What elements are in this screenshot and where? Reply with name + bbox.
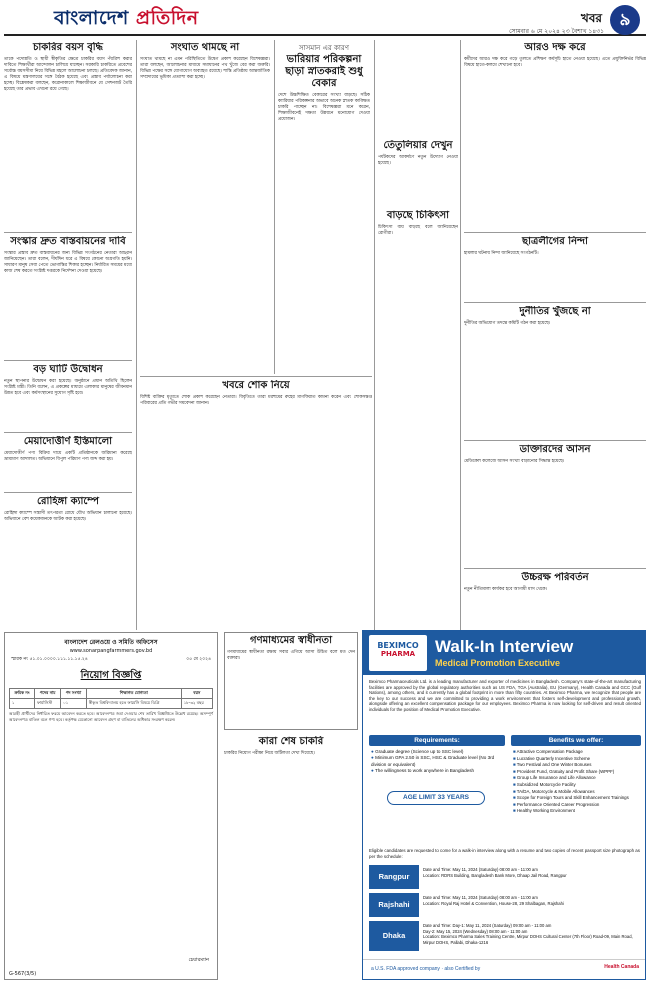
story-headline: তেঁতুলিয়ার দেখুন — [383, 140, 453, 151]
notice-organization: বাংলাদেশ রেলওয়ে ও সমিতি অফিসেস — [64, 639, 158, 646]
story-body: কর্মীদের আরও দক্ষ করে গড়ে তুলতে প্রশিক্ষণ কর্মসূচি হাতে নেওয়া হয়েছে। এতে প্রযুক্তিনির্ভর বিভিন্ন বিষয়ে হাতে-কলমে শেখানো হবে। — [464, 57, 646, 68]
story-13 — [464, 572, 646, 626]
column-divider — [460, 40, 461, 630]
story-15 — [378, 210, 458, 620]
story-16-box — [224, 632, 358, 730]
age-limit-badge: AGE LIMIT 33 YEARS — [387, 791, 485, 805]
logo-word-top: BEXIMCO — [377, 641, 419, 650]
story-divider — [464, 232, 646, 233]
story-5 — [4, 496, 132, 626]
benefit-item: ■ TA/DA, Motorcycle & Mobile Allowances — [513, 789, 641, 796]
benefit-item: ■ Subsidized Motorcycle Facility — [513, 782, 641, 789]
job-notice — [4, 632, 218, 980]
story-11 — [464, 306, 646, 436]
requirements-heading: Requirements: — [369, 735, 505, 746]
story-6 — [140, 42, 270, 372]
story-body: রোহিঙ্গা ক্যাম্পে সন্ত্রাসী তৎপরতা রোধে যৌথ অভিযান চালানো হয়েছে। অভিযানে বেশ কয়েকজনকে আটক করা হয়েছে। — [4, 511, 132, 522]
story-divider — [4, 492, 132, 493]
logo-text-right: প্রতিদিন — [135, 7, 199, 29]
venue-city: Rajshahi — [369, 893, 419, 917]
dateline: সোমবার ৬ মে ২০২৪ ২৩ বৈশাখ ১৪৩১ — [509, 28, 604, 35]
venue-location: Location: Beximco Pharma Sales Training Centre, Mirpur DOHS Cultural Center (7th Floor) Road-09, Main Road, Mirpur DOHS, Pallabi, Dhaka-1216 — [423, 934, 633, 945]
beximco-walk-in-ad — [362, 630, 646, 980]
newspaper-logo — [54, 4, 199, 36]
notice-code: G-567(3/5) — [9, 971, 37, 977]
notice-ref: স্মারক নং ৫১.০১.০০০০.১১১.১১.১৫.২৪ — [11, 657, 88, 662]
requirement-item: ● Graduate degree (Science up to SSC level) — [371, 749, 505, 755]
story-body: মেয়াদোত্তীর্ণ পণ্য বিক্রির দায়ে একটি প্রতিষ্ঠানকে জরিমানা করেছে ভ্রাম্যমাণ আদালত। অভিযানে বিপুল পরিমাণ পণ্য জব্দ করা হয়। — [4, 451, 132, 462]
ad-header-band — [363, 631, 646, 675]
story-divider — [464, 568, 646, 569]
logo-text-left: বাংলাদেশ — [54, 7, 136, 29]
notice-website: www.sonarpangfarmmers.gov.bd — [69, 648, 153, 654]
column-divider — [274, 40, 275, 374]
story-body: নতুন স্থাপনার উদ্বোধন করা হয়েছে। অনুষ্ঠানে প্রধান অতিথি ছিলেন সংশ্লিষ্ট মন্ত্রী। তিনি বলেন, এ প্রকল্পের মাধ্যমে এলাকার মানুষের জীবনমান উন্নত হবে এবং কর্মসংস্থানের সুযোগ সৃষ্টি হবে। — [4, 379, 132, 396]
story-14 — [140, 380, 372, 530]
story-12 — [464, 444, 646, 564]
table-cell: ১৮-৩২ বছর — [181, 699, 212, 709]
story-body: তাকে পদোন্নতি ও স্থায়ী স্বীকৃতির ক্ষেত্রে চাকরির বয়স পঁয়ত্রিশ করার দাবিতে শিক্ষার্থীরা আন্দোলন চালিয়ে যাচ্ছেন। সরকারি চাকরিতে প্রবেশের সর্বোচ্চ বয়সসীমা নিয়ে বিভিন্ন মহলে আলোচনা চলছে। প্রতিবেদক জানান, এ বিষয়ে মন্ত্রণালয়ের সঙ্গে বৈঠক হয়েছে এবং প্রস্তাব পর্যালোচনা করা হচ্ছে। বিশ্লেষকরা বলছেন, করোনাকালে শিক্ষাজীবনে যে সেশনজট তৈরি হয়েছে তার প্রভাব এখনো রয়ে গেছে। — [4, 57, 132, 92]
health-canada-logo: Health Canada — [604, 964, 639, 970]
venue-location: Location: RDRS Building, Bangladesh Bank More, Dhaap Jail Road, Rangpur — [423, 872, 567, 878]
venue-rajshahi — [369, 893, 641, 917]
story-8 — [464, 42, 646, 162]
benefit-item: ■ Scope for Foreign Tours and Skill Enhancement Trainings — [513, 795, 641, 802]
story-headline: ডাক্তারদের আসন — [519, 444, 591, 455]
story-body: হামলার ঘটনায় নিন্দা জানিয়েছে সংগঠনটি। — [464, 251, 539, 256]
masthead — [4, 4, 646, 36]
benefits-list — [513, 749, 641, 815]
story-body: সংঘাত থামছে না এমন পরিস্থিতিতে উদ্বেগ প্রকাশ করেছেন বিশেষজ্ঞরা। তারা বলছেন, আলোচনার মাধ্যমে সমাধানের পথ খুঁজে বের করা জরুরি। বিভিন্ন পক্ষের সঙ্গে যোগাযোগ অব্যাহত রয়েছে। শান্তি প্রতিষ্ঠায় আন্তর্জাতিক সম্প্রদায়ের ভূমিকা প্রত্যাশা করা হচ্ছে। — [140, 57, 270, 80]
story-body: দেশে উচ্চশিক্ষিত বেকারের সংখ্যা বাড়ছে। সঠিক ক্যারিয়ার পরিকল্পনার অভাবে অনেক স্নাতক কাঙ্ক্ষিত চাকরি পাচ্ছেন না। বিশেষজ্ঞরা মনে করেন, শিক্ষাজীবনেই দক্ষতা উন্নয়নে মনোযোগ দেওয়া প্রয়োজন। — [278, 93, 370, 122]
table-cell: ০১ — [61, 699, 87, 709]
story-headline: ছাত্রলীগের নিন্দা — [522, 236, 588, 247]
venue-info — [423, 895, 641, 906]
page-number-badge: ৯ — [610, 5, 640, 35]
story-body: পর্যটকদের আকর্ষণে নতুন উদ্যোগ নেওয়া হয়েছে। — [378, 155, 458, 166]
logo-word-bottom: PHARMA — [380, 650, 416, 658]
story-3 — [4, 364, 132, 430]
story-1 — [4, 42, 132, 230]
venue-date-2: Day-2: May 15, 2024 (Wednesday) 08:00 am - 11:00 am — [423, 928, 528, 934]
table-cell: ১ — [10, 699, 35, 709]
table-header: পদ সংখ্যা — [61, 689, 87, 699]
story-2 — [4, 236, 132, 356]
story-body: সংস্কার প্রস্তাব দ্রুত বাস্তবায়নের জন্য বিভিন্ন সংগঠনের নেতারা আহ্বান জানিয়েছেন। তারা বলেন, দীর্ঘদিন ধরে এ বিষয়ে কোনো অগ্রগতি হয়নি। সাধারণ মানুষ সেবা পেতে ভোগান্তির শিকার হচ্ছেন। নির্ধারিত সময়ের মধ্যে কাজ শেষ করতে সংশ্লিষ্ট দপ্তরকে নির্দেশনা দেওয়া হয়েছে। — [4, 251, 132, 274]
beximco-logo — [369, 635, 427, 671]
requirement-item: ● Minimum GPA 2.50 in SSC, HSC & Graduate level (No 3rd division or equivalent) — [371, 755, 505, 768]
ad-title: Walk-In Interview — [435, 637, 574, 656]
story-body: চিকিৎসা ব্যয় বাড়ছে বলে জানিয়েছেন রোগীরা। — [378, 225, 458, 236]
table-header: বয়স — [181, 689, 212, 699]
venue-dhaka — [369, 921, 641, 951]
story-body: দুর্নীতির অভিযোগ তদন্তে কমিটি গঠন করা হয়েছে। — [464, 321, 551, 326]
story-headline: চাকরির বয়স বৃদ্ধি — [33, 42, 103, 53]
table-row — [10, 699, 213, 709]
story-divider — [464, 440, 646, 441]
story-headline: খবরে শোক নিয়ে — [222, 380, 290, 391]
story-headline: মেয়াদোত্তীর্ণ ইস্তিমালো — [23, 436, 113, 447]
story-divider — [464, 302, 646, 303]
story-headline: গণমাধ্যমের স্বাধীনতা — [250, 635, 332, 646]
story-body: চাকরির নিয়োগ পরীক্ষা নিয়ে জটিলতা দেখা দিয়েছে। — [224, 751, 315, 756]
section-label: খবর — [580, 11, 602, 25]
venue-location: Location: Royal Raj Hotel & Convention, House-28, 29 Shalbagan, Rajshahi — [423, 900, 564, 906]
requirements-list — [371, 749, 505, 775]
story-headline: বড় ঘাটি উদ্বোধন — [33, 364, 103, 375]
story-body: বিশিষ্ট ব্যক্তির মৃত্যুতে শোক প্রকাশ করেছেন নেতারা। বিবৃতিতে তারা মরহুমের রুহের মাগফিরাত কামনা করেন এবং শোকসন্তপ্ত পরিবারের প্রতি গভীর সমবেদনা জানান। — [140, 395, 372, 406]
notice-signature: চেয়ারম্যান — [188, 957, 209, 963]
benefit-item: ■ Attractive Compensation Package — [513, 749, 641, 756]
story-headline: আরও দক্ষ করে — [524, 42, 586, 53]
story-headline: সংঘাত থামছে না — [170, 42, 240, 53]
notice-date: ০৫ মে ২০২৪ — [186, 657, 211, 662]
benefit-item: ■ Group Life Insurance and Life Allowance — [513, 775, 641, 782]
venue-date: Date and Time: May 11, 2024 (Saturday) 08:00 am - 11:00 am — [423, 895, 538, 900]
venue-date: Date and Time: May 11, 2024 (Saturday) 08:00 am - 11:00 am — [423, 867, 538, 872]
table-header: ক্রমিক নং — [10, 689, 35, 699]
ad-subtitle: Medical Promotion Executive — [435, 658, 561, 668]
story-headline: সংস্কার দ্রুত বাস্তবায়নের দাবি — [10, 236, 126, 247]
column-divider — [136, 40, 137, 630]
venue-info — [423, 867, 641, 878]
table-header-row — [10, 689, 213, 699]
benefit-item: ■ Performance Oriented Career Progression — [513, 802, 641, 809]
story-7 — [278, 42, 370, 372]
ad-intro: Beximco Pharmaceuticals Ltd. is a leading manufacturer and exporter of medicines in Bangladesh. Company's state-of-the-art manufacturing facilities are approved by the global regulatory authorities such as US FDA, TGA (Australia), EU (Germany), Health Canada and GCC (Gulf Nations), among others, and it currently has a global footprint in more than fifty countries. At Beximco Pharma, we recognize that people are the key to our success and we are committed to providing a work environment that fosters self-development and professional growth, alongside offering an excellent compensation package for our employees. Beximco Pharma is now looking for self-driven and result oriented individuals for the position of Medical Promotion Executive. — [369, 679, 641, 712]
table-cell: ফার্মাসিস্ট — [35, 699, 61, 709]
notice-table — [9, 688, 213, 709]
table-header: শিক্ষাগত যোগ্যতা — [86, 689, 181, 699]
venue-city: Rangpur — [369, 865, 419, 889]
ad-footer — [363, 959, 646, 979]
story-headline: রোহিঙ্গা ক্যাম্পে — [37, 496, 99, 507]
venue-city: Dhaka — [369, 921, 419, 951]
notice-title: নিয়োগ বিজ্ঞপ্তি — [80, 670, 142, 681]
venue-rangpur — [369, 865, 641, 889]
column-divider — [374, 40, 375, 630]
benefit-item: ■ Lucrative Quarterly Incentive Scheme — [513, 756, 641, 763]
notice-ref-row — [5, 654, 217, 665]
story-4 — [4, 436, 132, 490]
benefits-heading: Benefits we offer: — [511, 735, 641, 746]
table-cell: স্বীকৃত বিশ্ববিদ্যালয় হতে ফার্মেসি বিষয়ে ডিগ্রি — [86, 699, 181, 709]
story-headline: কারা শেষ চাকরি — [258, 736, 324, 747]
story-divider — [4, 360, 132, 361]
story-9 — [378, 140, 458, 200]
benefit-item: ■ Two Festival and One Winter Bonuses — [513, 762, 641, 769]
story-divider — [140, 376, 372, 377]
story-body: গণমাধ্যমের স্বাধীনতা রক্ষায় সবার এগিয়ে আসা উচিত বলে মত দেন বক্তারা। — [227, 650, 355, 661]
requirement-item: ● The willingness to work anywhere in Bangladesh — [371, 768, 505, 774]
story-10 — [464, 236, 646, 296]
venue-info — [423, 923, 641, 945]
story-body: মেডিকেল কলেজে আসন সংখ্যা বাড়ানোর সিদ্ধান্ত হয়েছে। — [464, 459, 565, 464]
story-headline: বাড়ছে চিকিৎসা — [386, 210, 450, 221]
notice-terms: আগ্রহী প্রার্থীদের নির্ধারিত ফরমে আবেদন করতে হবে। আবেদনপত্র জমা দেওয়ার শেষ তারিখ বিজ্ঞপ্তিতে উল্লেখ রয়েছে। অসম্পূর্ণ আবেদনপত্র বাতিল বলে গণ্য হবে। কর্তৃপক্ষ যেকোনো আবেদন গ্রহণ বা বাতিলের অধিকার সংরক্ষণ করেন। — [9, 711, 213, 722]
eligibility-note: Eligible candidates are requested to come for a walk-in interview along with a resume and two copies of recent passport size photograph as per the schedule: — [369, 848, 640, 859]
story-body: নতুন নীতিমালা কার্যকর হবে আগামী মাস থেকে। — [464, 587, 548, 592]
story-headline: দুর্নীতির খুঁজছে না — [519, 306, 591, 317]
story-divider — [4, 432, 132, 433]
story-17 — [224, 736, 358, 856]
story-divider — [4, 232, 132, 233]
story-kicker: সাসমান এর কারণ — [298, 44, 349, 52]
benefit-item: ■ Healthy Working Environment — [513, 808, 641, 815]
benefit-item: ■ Provident Fund, Gratuity and Profit Share (WPPF) — [513, 769, 641, 776]
story-headline: উচ্চরক্ষ পরিবর্তন — [521, 572, 589, 583]
story-headline: ভারিয়ার পরিকল্পনা ছাড়া স্নাতকরাই শুধু বেকার — [285, 54, 363, 89]
fda-approval-text: a U.S. FDA approved company · also Certified by — [371, 966, 481, 972]
table-header: পদের নাম — [35, 689, 61, 699]
venue-date: Date and Time: Day-1: May 11, 2024 (Saturday) 09:00 am - 11:00 am — [423, 923, 552, 928]
